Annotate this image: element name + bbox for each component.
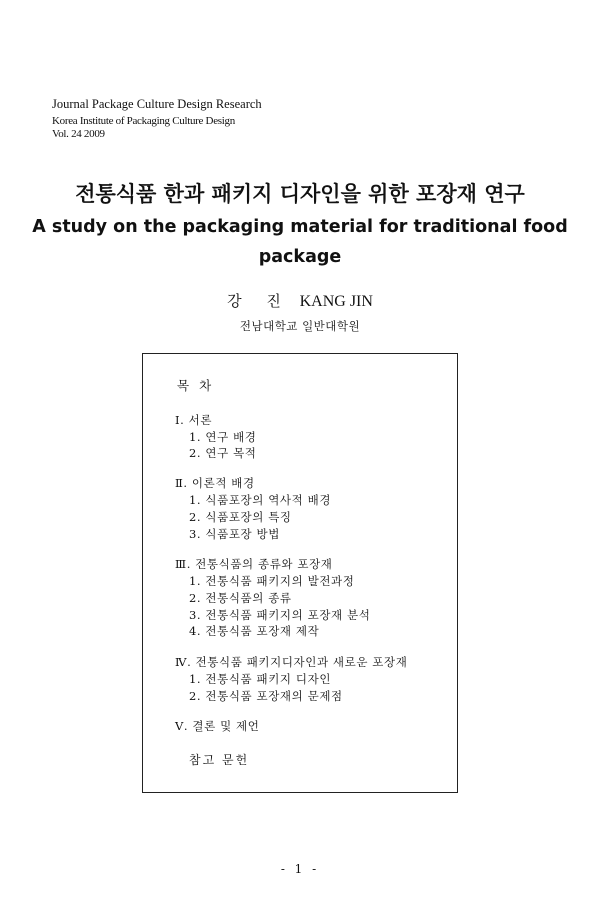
paper-title-korean: 전통식품 한과 패키지 디자인을 위한 포장재 연구	[75, 181, 525, 206]
toc-section-3: Ⅲ. 전통식품의 종류와 포장재	[175, 557, 333, 571]
toc-item: 2. 연구 목적	[189, 446, 257, 460]
toc-item: 2. 전통식품의 종류	[189, 591, 292, 605]
toc-item: 1. 전통식품 패키지의 발전과정	[189, 574, 355, 588]
toc-item: 3. 전통식품 패키지의 포장재 분석	[189, 608, 371, 622]
page-number: - 1 -	[280, 862, 320, 876]
journal-institute: Korea Institute of Packaging Culture Design	[52, 115, 235, 127]
author-affiliation: 전남대학교 일반대학원	[239, 319, 361, 333]
toc-item: 1. 연구 배경	[189, 430, 257, 444]
toc-section-4: Ⅳ. 전통식품 패키지디자인과 새로운 포장재	[175, 655, 408, 669]
toc-item: 1. 식품포장의 역사적 배경	[189, 493, 332, 507]
journal-header	[52, 96, 262, 141]
toc-item: 2. 전통식품 포장재의 문제점	[189, 689, 343, 703]
paper-title-english-line1: A study on the packaging material for traditional food	[32, 217, 568, 237]
author-name-english: KANG JIN	[299, 293, 373, 310]
toc-section-2: Ⅱ. 이론적 배경	[175, 476, 255, 490]
table-of-contents	[142, 353, 458, 793]
toc-section-5: Ⅴ. 결론 및 제언	[175, 719, 260, 733]
toc-item: 3. 식품포장 방법	[189, 527, 280, 541]
toc-item: 4. 전통식품 포장재 제작	[189, 624, 320, 638]
toc-references: 참고 문헌	[189, 753, 250, 767]
toc-section-1: Ⅰ. 서론	[175, 413, 213, 427]
paper-title-english-line2: package	[258, 247, 342, 267]
toc-title: 목차	[177, 378, 222, 393]
author	[0, 290, 600, 311]
author-name-korean: 강 진	[227, 292, 291, 310]
toc-item: 1. 전통식품 패키지 디자인	[189, 672, 332, 686]
toc-item: 2. 식품포장의 특징	[189, 510, 292, 524]
journal-volume: Vol. 24 2009	[52, 128, 105, 140]
paper-title-english	[0, 212, 600, 272]
journal-name: Journal Package Culture Design Research	[52, 97, 262, 111]
